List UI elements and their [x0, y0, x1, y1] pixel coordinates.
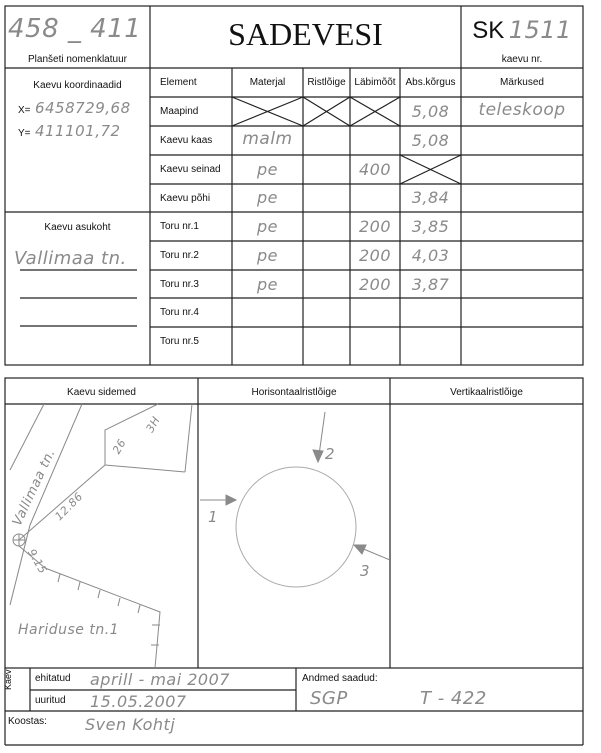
surveyed-value: 15.05.2007	[90, 692, 187, 711]
col-header-elevation: Abs.kõrgus	[405, 77, 456, 88]
pipe-label-2: 2	[325, 445, 336, 463]
author-value: Sven Kohtj	[85, 715, 176, 734]
dimension-label: 3H	[143, 414, 163, 435]
street-label-vallimaa: Vallimaa tn.	[10, 446, 59, 529]
row-material: pe	[257, 217, 278, 236]
coordinates-label: Kaevu koordinaadid	[33, 80, 122, 91]
well-prefix: SK	[472, 17, 505, 44]
horizontal-section-drawing	[200, 412, 390, 587]
ties-header: Kaevu sidemed	[67, 387, 136, 398]
row-element: Kaevu seinad	[160, 164, 221, 175]
location-label: Kaevu asukoht	[44, 222, 111, 233]
dimension-label: 26	[110, 436, 129, 457]
dimension-label: 12.86	[52, 489, 86, 524]
row-element: Toru nr.1	[160, 221, 199, 232]
col-header-section: Ristlõige	[307, 77, 346, 88]
pipe-label-1: 1	[208, 508, 219, 526]
location-value: Vallimaa tn.	[14, 248, 127, 269]
row-element: Toru nr.4	[160, 307, 199, 318]
row-elevation: 3,84	[411, 188, 450, 207]
row-elevation: 5,08	[411, 102, 450, 121]
built-label: ehitatud	[35, 673, 71, 684]
map-sheet-value: 458 _ 411	[8, 14, 142, 44]
row-element: Toru nr.2	[160, 250, 199, 261]
col-header-element: Element	[160, 77, 197, 88]
well-number-label: kaevu nr.	[501, 54, 543, 65]
row-diameter: 200	[358, 217, 392, 236]
well-number-block	[461, 16, 583, 45]
coordinate-y	[18, 122, 121, 141]
row-diameter: 200	[358, 275, 392, 294]
row-material: malm	[242, 129, 293, 149]
well-section-label: Kaev	[3, 669, 13, 690]
row-material: pe	[257, 275, 278, 294]
row-elevation: 5,08	[411, 131, 450, 150]
row-elevation: 3,87	[411, 275, 450, 294]
vertical-section-header: Vertikaalristlõige	[450, 387, 523, 398]
row-diameter: 200	[358, 246, 392, 265]
pipe-label-3: 3	[360, 562, 371, 580]
dimension-label: 9.15	[24, 546, 50, 577]
col-header-material: Materjal	[249, 77, 286, 88]
row-material: pe	[257, 246, 278, 265]
row-elevation: 4,03	[411, 246, 450, 265]
row-element: Toru nr.3	[160, 279, 199, 290]
row-elevation: 3,85	[411, 217, 450, 236]
data-source-value: T - 422	[420, 688, 487, 709]
horizontal-section-header: Horisontaalristlõige	[251, 387, 337, 398]
well-number: 1511	[508, 16, 572, 44]
row-element: Kaevu põhi	[160, 193, 211, 204]
author-label: Koostas:	[8, 716, 47, 727]
row-element: Maapind	[160, 106, 199, 117]
row-element: Toru nr.5	[160, 336, 199, 347]
x-value: 6458729,68	[34, 99, 131, 117]
data-source-value: SGP	[310, 688, 348, 709]
col-header-diameter: Läbimõõt	[354, 77, 396, 88]
row-notes: teleskoop	[478, 100, 566, 120]
coordinate-x	[18, 99, 131, 118]
row-element: Kaevu kaas	[160, 135, 213, 146]
map-sheet-label: Planšeti nomenklatuur	[28, 54, 127, 65]
street-label-hariduse: Hariduse tn.1	[18, 622, 120, 638]
row-material: pe	[257, 160, 278, 179]
x-label: X=	[18, 105, 31, 116]
built-value: aprill - mai 2007	[90, 670, 230, 689]
y-value: 411101,72	[34, 122, 121, 140]
row-material: pe	[257, 188, 278, 207]
page-title: SADEVESI	[228, 16, 383, 52]
col-header-notes: Märkused	[500, 77, 544, 88]
data-source-label: Andmed saadud:	[302, 673, 378, 684]
y-label: Y=	[18, 128, 31, 139]
row-diameter: 400	[358, 160, 392, 179]
surveyed-label: uuritud	[35, 695, 66, 706]
